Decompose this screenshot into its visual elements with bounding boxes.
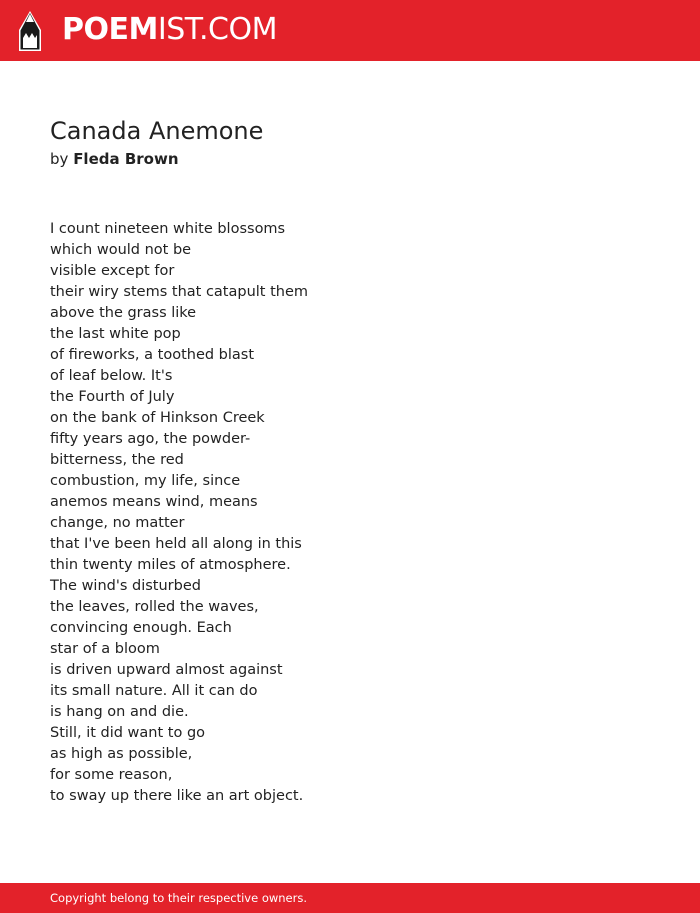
poem-line: is driven upward almost against	[50, 662, 283, 678]
poem-line: change, no matter	[50, 515, 185, 531]
poem-line: that I've been held all along in this	[50, 536, 302, 552]
poem-line: star of a bloom	[50, 641, 160, 657]
poem-line: fifty years ago, the powder-	[50, 431, 251, 447]
poem-line: as high as possible,	[50, 746, 193, 762]
poem-line: of leaf below. It's	[50, 368, 173, 384]
brand-light: IST.COM	[157, 12, 277, 47]
footer-bar	[0, 883, 700, 913]
brand-bold: POEM	[62, 12, 158, 47]
by-label: by	[50, 150, 69, 168]
poem-line: its small nature. All it can do	[50, 683, 258, 699]
poem-line: I count nineteen white blossoms	[50, 221, 286, 237]
poem-line: visible except for	[50, 263, 175, 279]
poem-line: above the grass like	[50, 305, 197, 321]
poem-line: the Fourth of July	[50, 389, 175, 405]
poem-line: is hang on and die.	[50, 704, 189, 720]
byline	[50, 148, 179, 170]
poem-line: which would not be	[50, 242, 192, 258]
poem-line: bitterness, the red	[50, 452, 184, 468]
poem-body	[50, 219, 308, 807]
pencil-tip-icon[interactable]	[18, 10, 42, 52]
poem-line: their wiry stems that catapult them	[50, 284, 309, 300]
poem-line: for some reason,	[50, 767, 173, 783]
poem-line: the leaves, rolled the waves,	[50, 599, 259, 615]
poem-line: Still, it did want to go	[50, 725, 206, 741]
poem-line: of fireworks, a toothed blast	[50, 347, 255, 363]
poem-line: to sway up there like an art object.	[50, 788, 304, 804]
poem-line: combustion, my life, since	[50, 473, 241, 489]
author-name: Fleda Brown	[73, 150, 179, 168]
header-bar	[0, 0, 700, 61]
poem-line: thin twenty miles of atmosphere.	[50, 557, 291, 573]
copyright-text: Copyright belong to their respective owners.	[50, 891, 308, 905]
poem-line: anemos means wind, means	[50, 494, 258, 510]
poem-line: on the bank of Hinkson Creek	[50, 410, 265, 426]
poem-line: The wind's disturbed	[50, 578, 201, 594]
poem-title: Canada Anemone	[50, 117, 264, 145]
poem-line: convincing enough. Each	[50, 620, 232, 636]
site-logo[interactable]	[62, 12, 277, 48]
poem-line: the last white pop	[50, 326, 181, 342]
